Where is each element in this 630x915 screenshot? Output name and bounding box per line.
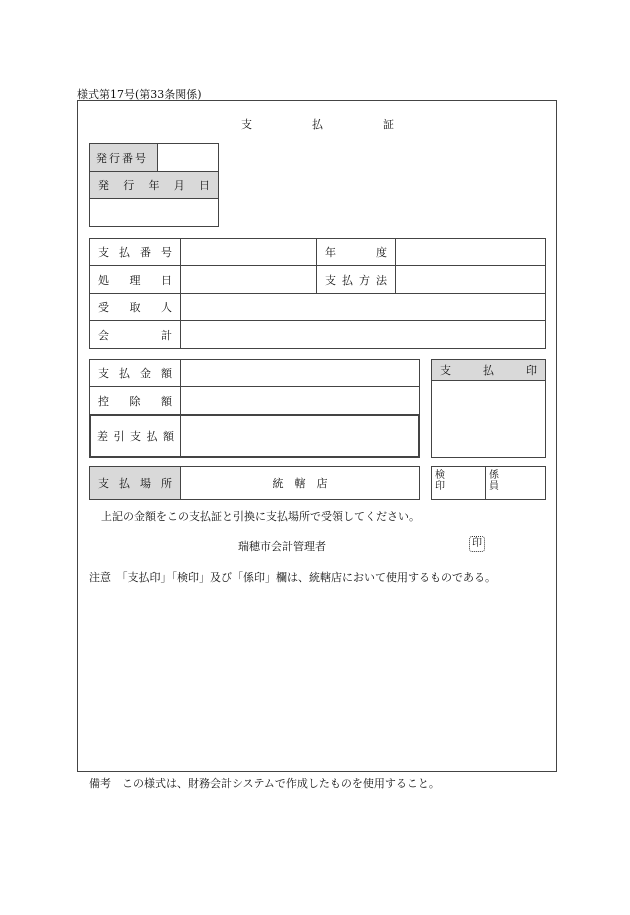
fiscal-year-label-cell xyxy=(316,238,396,266)
payment-method-label-cell xyxy=(316,265,396,294)
staff-seal-box[interactable] xyxy=(485,466,546,500)
deduction-label-cell xyxy=(89,386,181,415)
administrator-name: 瑞穂市会計管理者 xyxy=(238,540,326,553)
account-field[interactable] xyxy=(180,320,546,349)
deduction-field[interactable] xyxy=(180,386,420,415)
remarks-text: 備考 この様式は、財務会計システムで作成したものを使用すること。 xyxy=(89,777,440,790)
deduction-label: 控 除 額 xyxy=(98,394,172,408)
process-date-field[interactable] xyxy=(180,265,317,294)
inspection-seal-label: 検 印 xyxy=(435,470,445,492)
process-date-label-cell xyxy=(89,265,181,294)
issue-number-label: 発行番号 xyxy=(96,151,148,165)
inspection-seal-box[interactable] xyxy=(431,466,486,500)
issue-date-label-cell xyxy=(89,171,219,199)
net-payment-label-cell xyxy=(89,414,181,458)
payment-place-label-cell xyxy=(89,466,181,500)
payment-number-label-cell xyxy=(89,238,181,266)
process-date-label: 処 理 日 xyxy=(98,273,172,287)
net-payment-label: 差 引 支 払 額 xyxy=(97,430,174,443)
title-char-1: 支 xyxy=(241,118,252,131)
payment-amount-label-cell xyxy=(89,359,181,387)
account-label-cell xyxy=(89,320,181,349)
recipient-field[interactable] xyxy=(180,293,546,321)
payment-number-field[interactable] xyxy=(180,238,317,266)
issue-date-field[interactable] xyxy=(89,198,219,227)
payment-seal-label: 支 払 印 xyxy=(440,364,537,377)
account-label: 会 計 xyxy=(98,328,172,342)
title-char-3: 証 xyxy=(383,118,394,131)
staff-seal-label: 係 員 xyxy=(489,470,499,492)
recipient-label: 受 取 人 xyxy=(98,301,172,314)
payment-number-label: 支 払 番 号 xyxy=(98,246,172,259)
issue-number-field[interactable] xyxy=(157,143,219,172)
payment-amount-label: 支 払 金 額 xyxy=(98,367,172,380)
payment-place-value-cell xyxy=(180,466,420,500)
payment-place-value: 統 轄 店 xyxy=(272,477,328,490)
payment-method-label: 支 払 方 法 xyxy=(325,273,387,287)
net-payment-field[interactable] xyxy=(182,416,418,456)
form-number: 様式第17号(第33条関係) xyxy=(77,88,202,101)
fiscal-year-field[interactable] xyxy=(395,238,546,266)
issue-date-label: 発 行 年 月 日 xyxy=(98,179,210,192)
seal-mark-icon: 印 xyxy=(469,536,485,552)
title-char-2: 払 xyxy=(312,118,323,131)
payment-seal-label-cell xyxy=(431,359,546,381)
payment-amount-field[interactable] xyxy=(180,359,420,387)
payment-seal-area[interactable] xyxy=(431,380,546,458)
fiscal-year-label: 年 度 xyxy=(325,246,387,259)
payment-place-label: 支 払 場 所 xyxy=(98,477,172,490)
notice-text: 上記の金額をこの支払証と引換に支払場所で受領してください。 xyxy=(101,510,420,523)
issue-number-label-cell xyxy=(89,143,158,172)
recipient-label-cell xyxy=(89,293,181,321)
payment-method-field[interactable] xyxy=(395,265,546,294)
caution-text: 注意 「支払印」「検印」及び「係印」欄は、統轄店において使用するものである。 xyxy=(89,571,496,584)
